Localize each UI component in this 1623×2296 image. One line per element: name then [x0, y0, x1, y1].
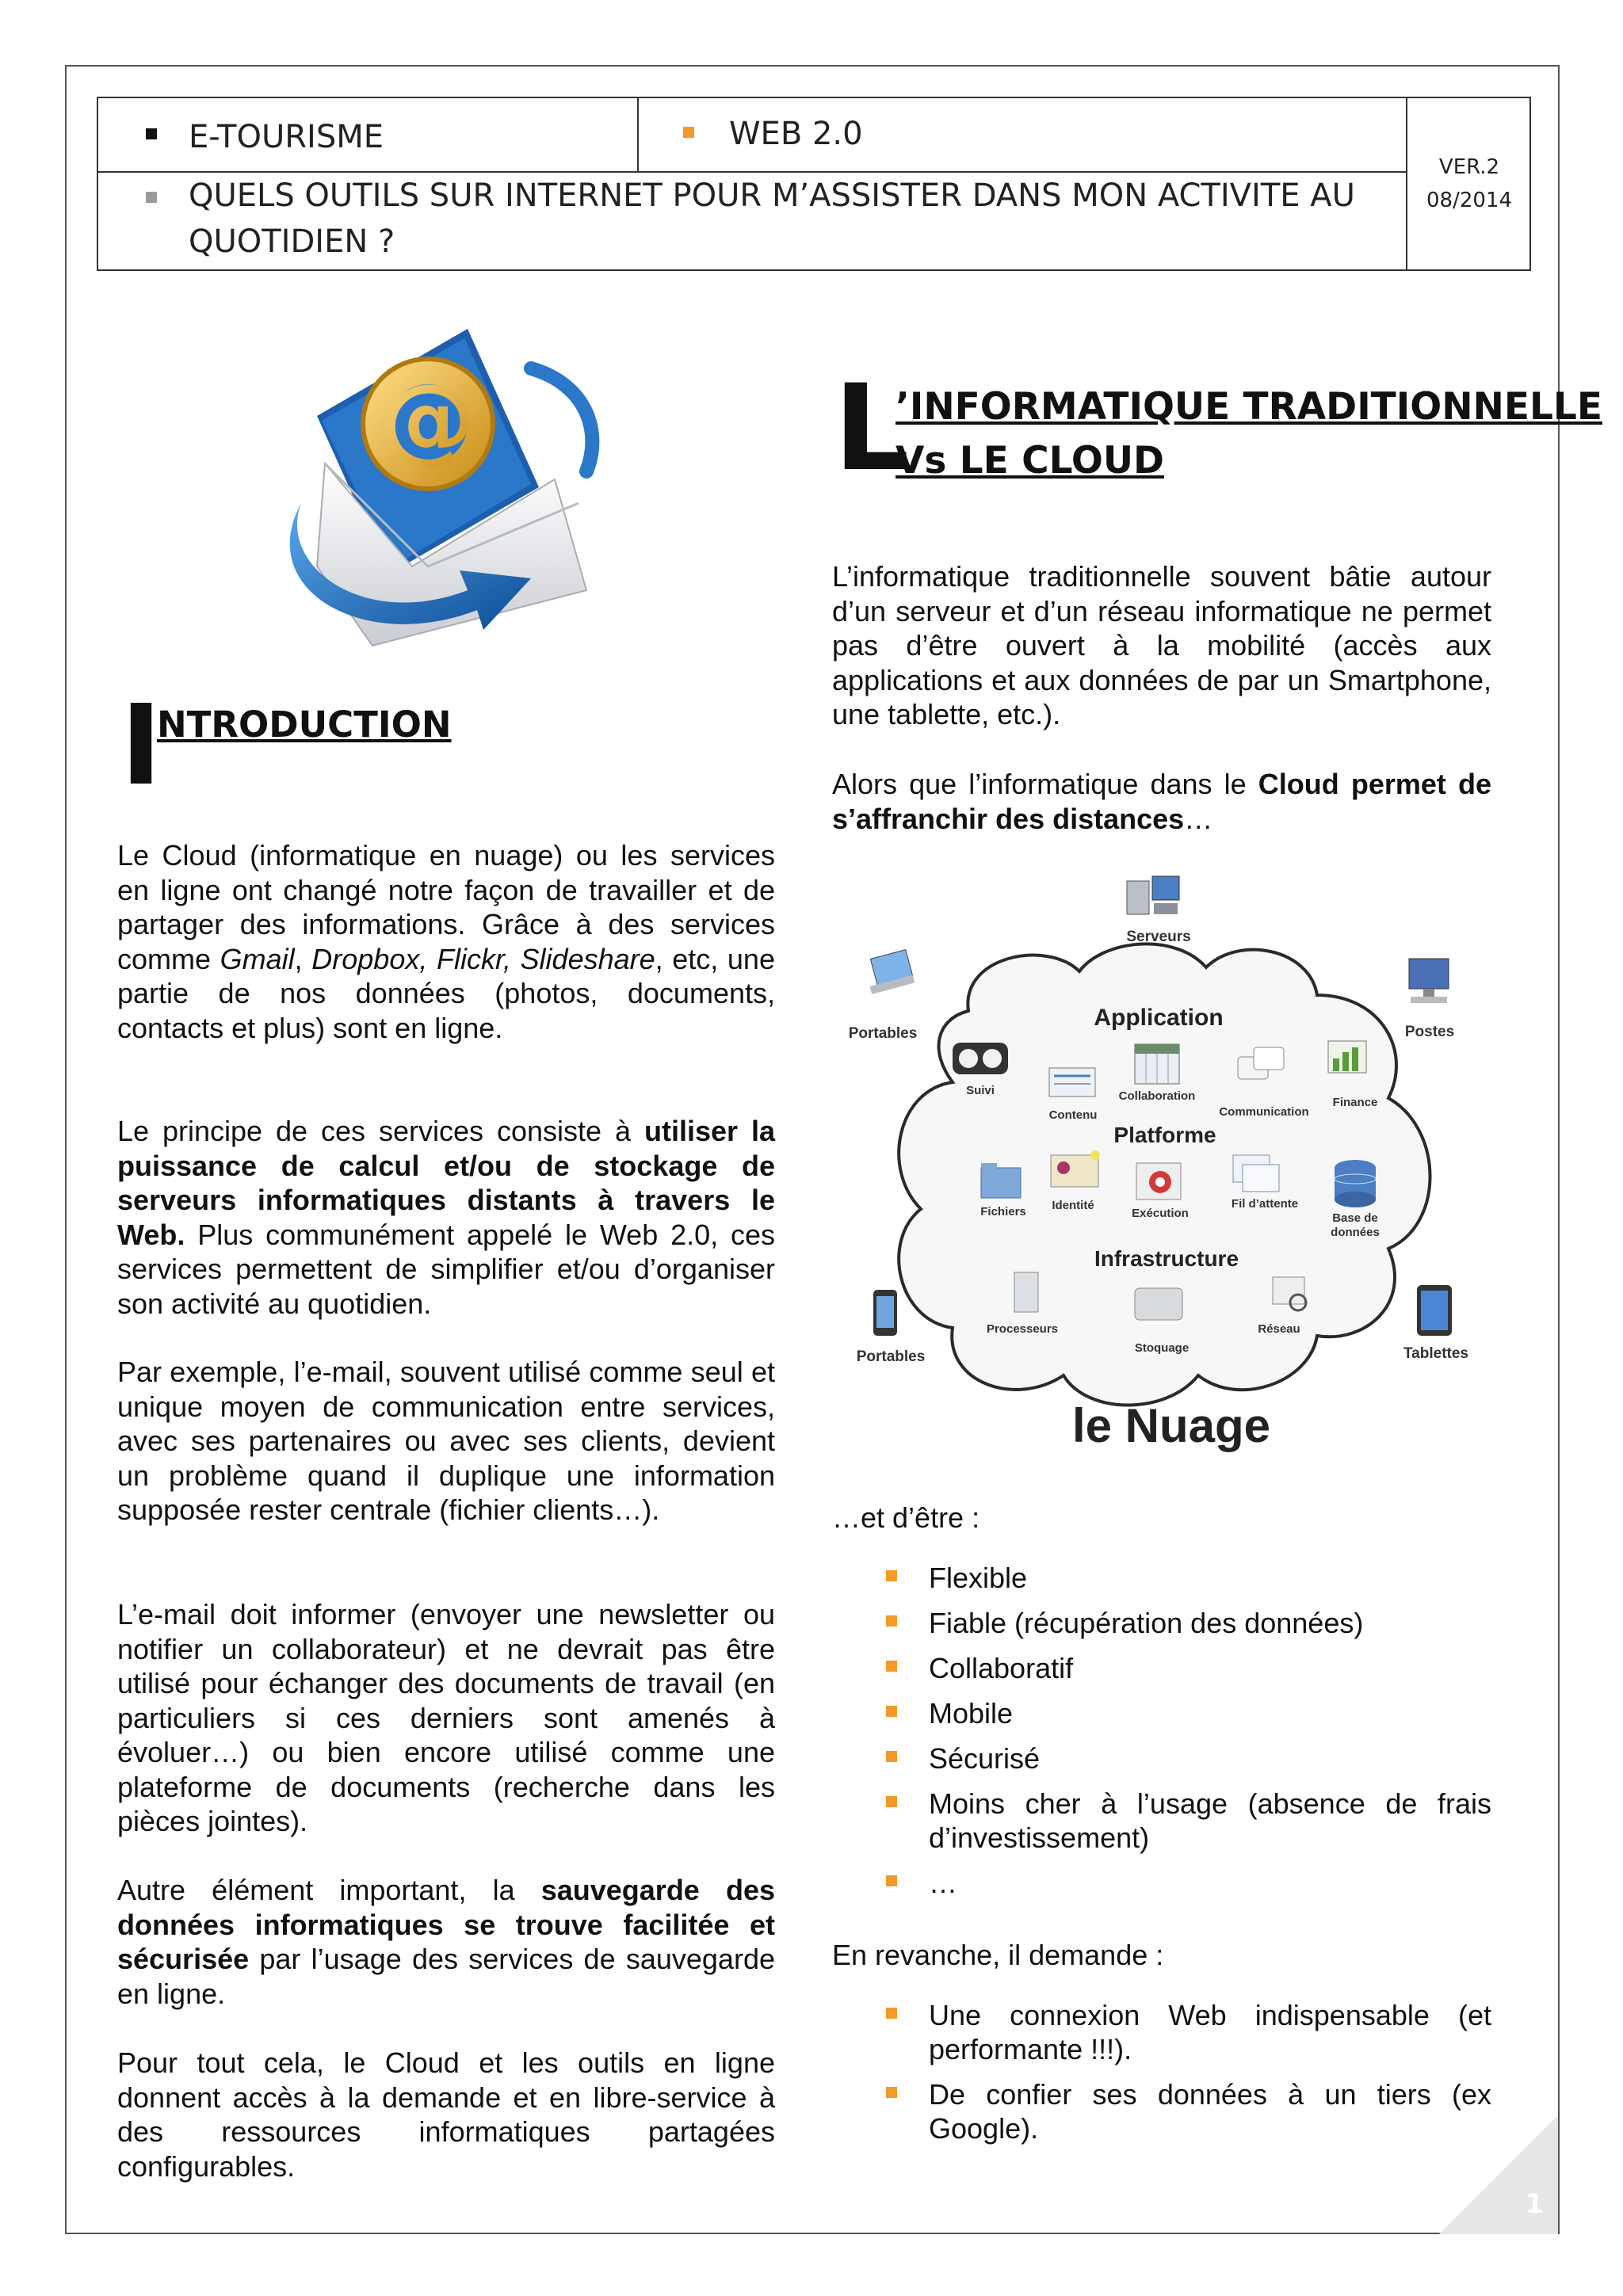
- list-item-label: …: [929, 1867, 957, 1899]
- intro-paragraph: Pour tout cela, le Cloud et les outils en ligne donnent accès à la demande et en libre-service à des ressources informatiques partagées configurables.: [117, 2046, 775, 2183]
- processor-icon: [1014, 1272, 1038, 1312]
- list-item: [832, 1866, 1491, 1900]
- text-run: sauvegarde des données informatiques se trouve facilitée et sécurisée: [117, 1874, 775, 1975]
- bullet-square-icon: [886, 1661, 897, 1672]
- divider: [637, 98, 639, 171]
- email-at-icon: [269, 305, 618, 662]
- text-run: , etc, une partie de nos données (photos, documents, contacts et plus) sont en ligne.: [117, 942, 775, 1044]
- square-bullet-icon: [146, 192, 157, 203]
- diagram-label: Fil d’attente: [1231, 1197, 1299, 1211]
- diagram-label: Contenu: [1048, 1108, 1098, 1122]
- text-run: Le principe de ces services consiste à: [117, 1115, 644, 1147]
- list-item-label: Collaboratif: [929, 1652, 1074, 1684]
- list-item: [832, 1998, 1491, 2066]
- page-number: 1: [1525, 2188, 1544, 2220]
- version-date: 08/2014: [1426, 189, 1512, 212]
- diagram-label: Identité: [1052, 1199, 1094, 1212]
- diagram-label: Application: [1094, 1005, 1224, 1031]
- text-run: Autre élément important, la: [117, 1874, 541, 1906]
- diagram-label: Tablettes: [1403, 1345, 1469, 1362]
- header-table: [97, 97, 1531, 271]
- cloud-paragraph: [832, 767, 1491, 836]
- cloud-heading: ’INFORMATIQUE TRADITIONNELLE: [896, 385, 1602, 429]
- intro-heading: NTRODUCTION: [157, 704, 452, 746]
- diagram-label: Suivi: [966, 1084, 995, 1097]
- text-run: Alors que l’informatique dans le: [832, 768, 1258, 800]
- text-run: ,: [294, 942, 312, 975]
- diagram-label: Collaboration: [1118, 1089, 1196, 1103]
- bullet-square-icon: [886, 2008, 897, 2019]
- demands-list: [832, 1998, 1491, 2157]
- text-run: Cloud permet de s’affranchir des distances: [832, 768, 1492, 835]
- hard-drive-icon: [1135, 1288, 1182, 1320]
- intro-paragraph: [117, 1873, 775, 2011]
- text-run: Flickr, Slideshare: [436, 942, 655, 975]
- divider: [98, 171, 1406, 173]
- server-icon: [1127, 876, 1179, 914]
- diagram-label: Portables: [848, 1025, 918, 1042]
- tablet-icon: [1417, 1285, 1452, 1336]
- finance-chart-icon: [1328, 1041, 1366, 1073]
- list-item-label: Flexible: [929, 1562, 1028, 1594]
- bullet-square-icon: [886, 1796, 897, 1807]
- svg-text:@: @: [380, 364, 475, 475]
- intro-paragraph: L’e-mail doit informer (envoyer une newsletter ou notifier un collaborateur) et ne devrait pas être utilisé pour échanger des documents de travail (en particuliers si ces derniers sont amenés à évoluer…) ou bien encore utilisé comme une plateforme de documents (recherche dans les pièces jointes).: [117, 1598, 775, 1837]
- bullet-square-icon: [886, 1570, 897, 1581]
- cloud-diagram: [842, 868, 1484, 1470]
- text-run: [427, 943, 437, 975]
- list-item-label: De confier ses données à un tiers (ex Google).: [929, 2078, 1491, 2145]
- version-label: VER.2: [1438, 155, 1500, 179]
- list-item: [832, 1787, 1491, 1855]
- text-run: Gmail: [220, 942, 295, 975]
- text-run: …: [1184, 802, 1213, 835]
- square-bullet-icon: [146, 128, 157, 139]
- diagram-label: Serveurs: [1126, 929, 1191, 945]
- divider: [1406, 98, 1407, 269]
- intro-paragraph: [117, 1114, 775, 1321]
- calendar-icon: [1135, 1044, 1179, 1084]
- diagram-label: Stoquage: [1134, 1341, 1190, 1355]
- bullet-square-icon: [886, 2087, 897, 2098]
- diagram-label: Postes: [1404, 1024, 1455, 1040]
- cloud-dropcap: L: [834, 360, 910, 498]
- diagram-label: Base de: [1332, 1211, 1378, 1225]
- list-item-label: Une connexion Web indispensable (et performante !!!).: [929, 1999, 1491, 2065]
- database-icon: [1335, 1160, 1376, 1207]
- bullet-square-icon: [886, 1706, 897, 1717]
- diagram-label: Réseau: [1258, 1322, 1300, 1336]
- text-run: Le Cloud (informatique en nuage) ou les services en ligne ont changé notre façon de travailler et de partager des informations. Grâce à des services comme: [117, 839, 775, 975]
- intro-paragraph: Par exemple, l’e-mail, souvent utilisé comme seul et unique moyen de communication entre services, avec ses partenaires ou avec ses clients, devient un problème quand il duplique une information supposée rester centrale (fichier clients…).: [117, 1356, 775, 1526]
- document-icon: [1049, 1068, 1095, 1097]
- document-title-line2: QUOTIDIEN ?: [189, 223, 395, 260]
- square-bullet-icon: [683, 127, 694, 138]
- diagram-title: le Nuage: [1071, 1399, 1271, 1452]
- speedometer-icon: [953, 1043, 1008, 1074]
- list-item: [832, 1651, 1491, 1685]
- desktop-computer-icon: [1409, 959, 1449, 1003]
- header-subcategory: WEB 2.0: [729, 116, 863, 152]
- cloud-heading-line2: Vs LE CLOUD: [896, 439, 1165, 482]
- laptop-icon: [870, 950, 915, 994]
- execution-icon: [1136, 1163, 1181, 1199]
- list-item: [832, 2077, 1491, 2145]
- cloud-paragraph: …et d’être :: [832, 1501, 980, 1534]
- document-title: QUELS OUTILS SUR INTERNET POUR M’ASSISTER DANS MON ACTIVITE AU: [189, 177, 1355, 214]
- diagram-label: Finance: [1332, 1096, 1378, 1109]
- list-item-label: Mobile: [929, 1697, 1014, 1730]
- text-run: par l’usage des services de sauvegarde en ligne.: [117, 1943, 775, 2010]
- list-item-label: Sécurisé: [929, 1742, 1041, 1775]
- list-item-label: Moins cher à l’usage (absence de frais d’investissement): [929, 1787, 1491, 1854]
- cloud-paragraph: En revanche, il demande :: [832, 1939, 1164, 1971]
- text-run: utiliser la puissance de calcul et/ou de stockage de serveurs informatiques distants à travers le Web.: [117, 1115, 775, 1251]
- text-run: Dropbox,: [311, 942, 428, 975]
- folder-icon: [981, 1163, 1021, 1198]
- diagram-label: données: [1331, 1226, 1380, 1239]
- bullet-square-icon: [886, 1875, 897, 1886]
- diagram-label: Exécution: [1132, 1207, 1189, 1220]
- intro-paragraph: [117, 838, 775, 1045]
- list-item-label: Fiable (récupération des données): [929, 1607, 1364, 1639]
- smartphone-icon: [873, 1290, 897, 1336]
- list-item: [832, 1696, 1491, 1730]
- bullet-square-icon: [886, 1615, 897, 1627]
- cloud-paragraph: L’informatique traditionnelle souvent bâtie autour d’un serveur et d’un réseau informatique ne permet pas d’être ouvert à la mobilité (accès aux applications et aux données de par un Smartphone, une tablette, etc.).: [832, 560, 1491, 730]
- diagram-label: Portables: [856, 1348, 926, 1365]
- diagram-label: Fichiers: [980, 1205, 1026, 1219]
- benefits-list: [832, 1561, 1491, 1911]
- header-category: E-TOURISME: [189, 119, 384, 155]
- bullet-square-icon: [886, 1751, 897, 1762]
- diagram-label: Platforme: [1113, 1123, 1216, 1147]
- list-item: [832, 1606, 1491, 1640]
- text-run: Plus communément appelé le Web 2.0, ces services permettent de simplifier et/ou d’organiser son activité au quotidien.: [117, 1218, 775, 1320]
- diagram-label: Processeurs: [986, 1322, 1059, 1336]
- diagram-label: Infrastructure: [1094, 1246, 1239, 1271]
- list-item: [832, 1561, 1491, 1595]
- intro-dropcap: I: [120, 681, 162, 810]
- list-item: [832, 1741, 1491, 1775]
- id-card-icon: [1051, 1150, 1100, 1187]
- diagram-label: Communication: [1219, 1105, 1309, 1119]
